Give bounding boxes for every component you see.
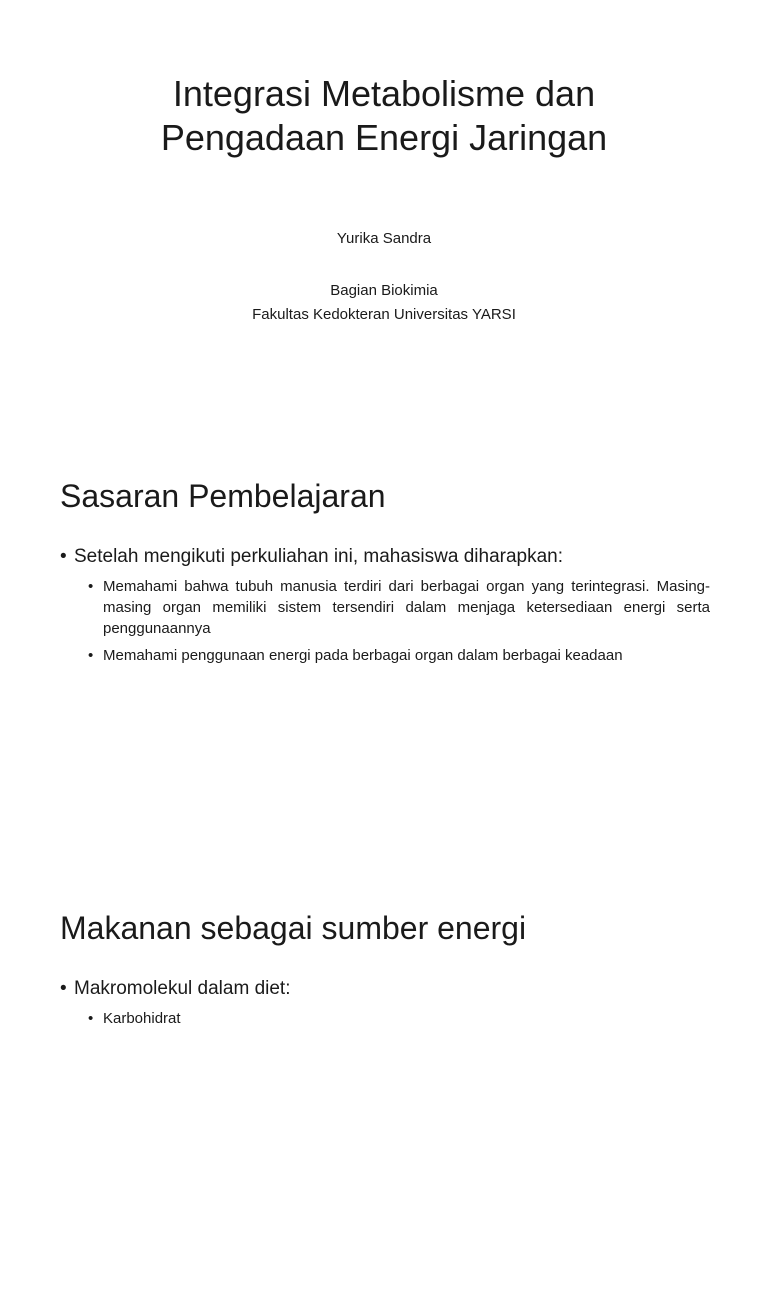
bullet-list bbox=[60, 544, 710, 672]
title-line-1: Integrasi Metabolisme dan bbox=[172, 73, 596, 114]
author-name: Yurika Sandra bbox=[336, 230, 432, 247]
presentation-title bbox=[0, 72, 768, 160]
slide-heading: Sasaran Pembelajaran bbox=[60, 478, 386, 514]
list-item bbox=[60, 544, 710, 666]
slide-heading: Makanan sebagai sumber energi bbox=[60, 910, 527, 946]
list-item bbox=[60, 976, 710, 1029]
sub-list-item: • Memahami bahwa tubuh manusia terdiri dari berbagai organ yang terintegrasi. Masing-masing organ memiliki sistem tersendiri dalam menjaga ketersediaan energi serta penggunaannya bbox=[88, 576, 710, 639]
sub-list-item: • Memahami penggunaan energi pada berbagai organ dalam berbagai keadaan bbox=[88, 645, 710, 666]
food-energy-slide bbox=[0, 864, 768, 1296]
learning-objectives-slide bbox=[0, 432, 768, 864]
department: Bagian Biokimia bbox=[330, 282, 438, 299]
sub-bullet-list bbox=[88, 1008, 710, 1029]
sub-bullet-list bbox=[88, 576, 710, 666]
spacer bbox=[0, 251, 768, 279]
sub-list-item: • Karbohidrat bbox=[88, 1008, 710, 1029]
bullet-list bbox=[60, 976, 710, 1035]
institution: Fakultas Kedokteran Universitas YARSI bbox=[252, 306, 516, 323]
bullet-text: Makromolekul dalam diet: bbox=[74, 978, 291, 999]
title-line-2: Pengadaan Energi Jaringan bbox=[160, 117, 608, 158]
bullet-text: Setelah mengikuti perkuliahan ini, mahasiswa diharapkan: bbox=[74, 546, 564, 567]
title-slide bbox=[0, 0, 768, 432]
author-block bbox=[0, 227, 768, 327]
